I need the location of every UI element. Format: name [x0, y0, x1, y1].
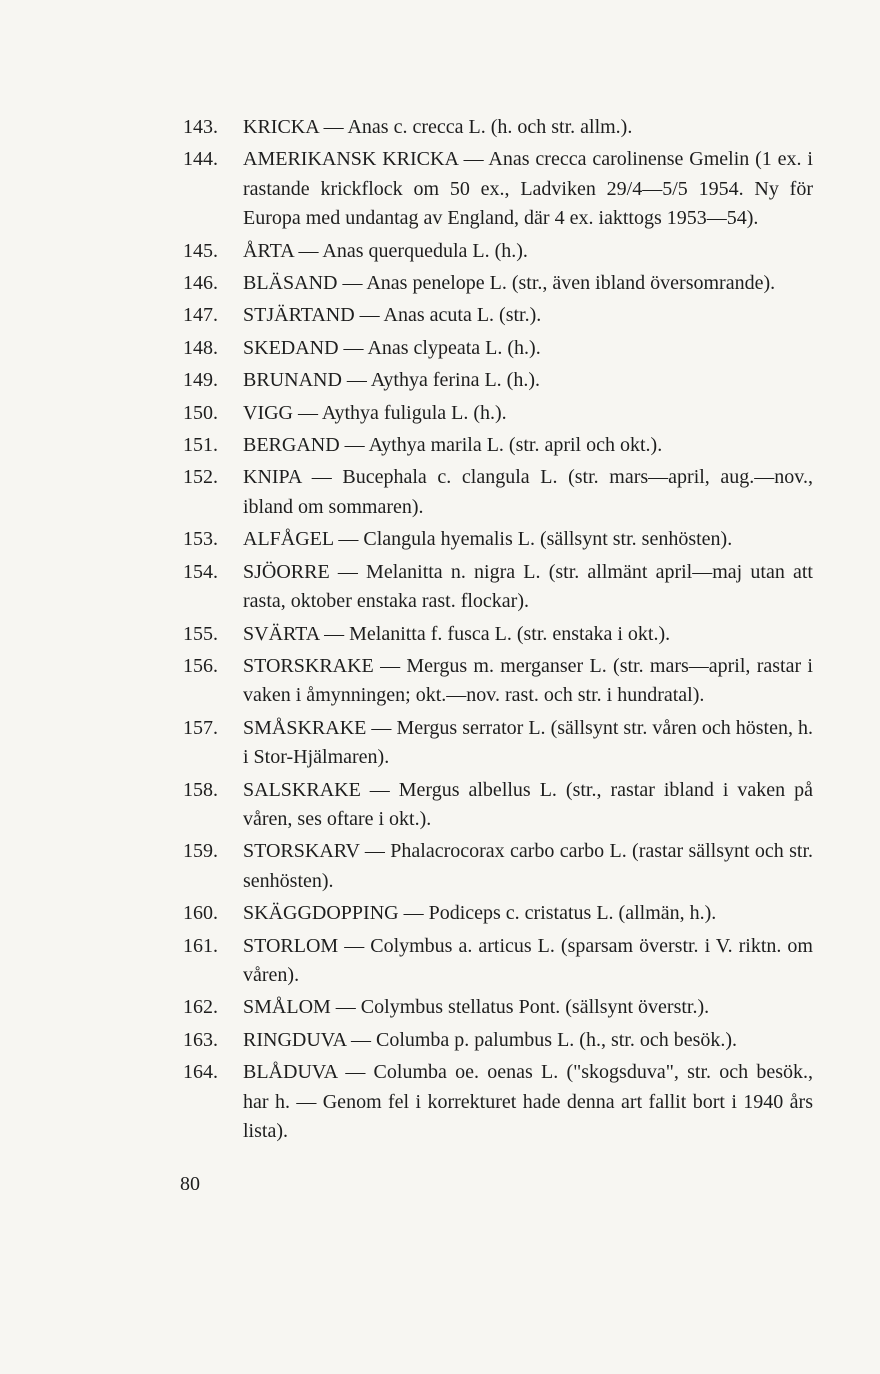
species-entry [183, 145, 813, 233]
entry-number: 148. [183, 336, 218, 359]
entry-text: STORLOM — Colymbus a. articus L. (sparsam överstr. i V. riktn. om våren). [243, 934, 813, 986]
species-entry [183, 399, 813, 428]
entry-text: ALFÅGEL — Clangula hyemalis L. (sällsynt str. senhösten). [243, 528, 733, 551]
species-entry [183, 837, 813, 896]
species-entry [183, 714, 813, 773]
page-number: 80 [180, 1173, 200, 1195]
species-entry [183, 525, 813, 554]
species-entry [183, 334, 813, 363]
entry-text: BRUNAND — Aythya ferina L. (h.). [243, 369, 541, 392]
species-entry [183, 366, 813, 395]
entry-text: SMÅLOM — Colymbus stellatus Pont. (sällsynt överstr.). [243, 996, 710, 1019]
entry-text: SVÄRTA — Melanitta f. fusca L. (str. enstaka i okt.). [243, 622, 671, 645]
species-entry [183, 463, 813, 522]
entry-text: BLÅDUVA — Columba oe. oenas L. ("skogsduva", str. och besök., har h. — Genom fel i korrekturet hade denna art fallit bort i 1940 års lista). [243, 1061, 813, 1142]
entry-number: 154. [183, 560, 218, 583]
species-entry [183, 932, 813, 991]
entry-text: SJÖORRE — Melanitta n. nigra L. (str. allmänt april—maj utan att rasta, oktober enstaka rast. flockar). [243, 560, 813, 613]
entry-text: KNIPA — Bucephala c. clangula L. (str. mars—april, aug.—nov., ibland om sommaren). [243, 466, 813, 518]
entry-text: STORSKRAKE — Mergus m. merganser L. (str. mars—april, rastar i vaken i åmynningen; okt.—nov. rast. och str. i hundratal). [243, 654, 813, 707]
species-entry [183, 776, 813, 835]
entry-text: RINGDUVA — Columba p. palumbus L. (h., str. och besök.). [243, 1028, 738, 1051]
entry-number: 156. [183, 654, 218, 677]
species-entry [183, 1058, 813, 1146]
entry-number: 157. [183, 716, 218, 739]
entry-number: 145. [183, 239, 218, 262]
species-entry [183, 558, 813, 617]
entry-text: BLÄSAND — Anas penelope L. (str., även ibland översomrande). [243, 272, 776, 295]
species-entry [183, 620, 813, 649]
entry-text: BERGAND — Aythya marila L. (str. april och okt.). [243, 434, 663, 457]
entry-number: 159. [183, 840, 218, 863]
entry-text: VIGG — Aythya fuligula L. (h.). [243, 401, 507, 424]
entry-text: SKÄGGDOPPING — Podiceps c. cristatus L. (allmän, h.). [243, 902, 717, 925]
entry-text: AMERIKANSK KRICKA — Anas crecca carolinense Gmelin (1 ex. i rastande krickflock om 50 ex., Ladviken 29/4—5/5 1954. Ny för Europa med undantag av England, där 4 ex. iakttogs 1953—54). [243, 148, 813, 230]
entry-number: 158. [183, 778, 218, 801]
entry-text: ÅRTA — Anas querquedula L. (h.). [243, 239, 528, 262]
entry-number: 144. [183, 148, 218, 171]
species-entry [183, 113, 813, 142]
entry-number: 150. [183, 401, 218, 424]
species-entry [183, 652, 813, 711]
entry-text: KRICKA — Anas c. crecca L. (h. och str. allm.). [243, 116, 633, 138]
entry-number: 161. [183, 934, 218, 957]
entry-number: 153. [183, 528, 218, 551]
entry-number: 163. [183, 1028, 218, 1051]
species-list [183, 113, 813, 1149]
entry-number: 164. [183, 1061, 218, 1084]
species-entry [183, 301, 813, 330]
entry-number: 162. [183, 996, 218, 1019]
entry-number: 151. [183, 434, 218, 457]
entry-number: 160. [183, 902, 218, 925]
entry-text: SALSKRAKE — Mergus albellus L. (str., rastar ibland i vaken på våren, ses oftare i okt.). [243, 778, 813, 830]
entry-number: 146. [183, 272, 218, 295]
entry-text: STJÄRTAND — Anas acuta L. (str.). [243, 304, 542, 327]
entry-number: 149. [183, 369, 218, 392]
species-entry [183, 1026, 813, 1055]
species-entry [183, 431, 813, 460]
species-entry [183, 269, 813, 298]
entry-number: 155. [183, 622, 218, 645]
species-entry [183, 993, 813, 1022]
entry-number: 147. [183, 304, 218, 327]
entry-number: 143. [183, 116, 218, 138]
entry-text: STORSKARV — Phalacrocorax carbo carbo L. (rastar sällsynt och str. senhösten). [243, 840, 813, 892]
species-entry [183, 899, 813, 928]
species-entry [183, 237, 813, 266]
entry-number: 152. [183, 466, 218, 489]
entry-text: SKEDAND — Anas clypeata L. (h.). [243, 336, 541, 359]
entry-text: SMÅSKRAKE — Mergus serrator L. (sällsynt str. våren och hösten, h. i Stor-Hjälmaren). [243, 716, 813, 769]
